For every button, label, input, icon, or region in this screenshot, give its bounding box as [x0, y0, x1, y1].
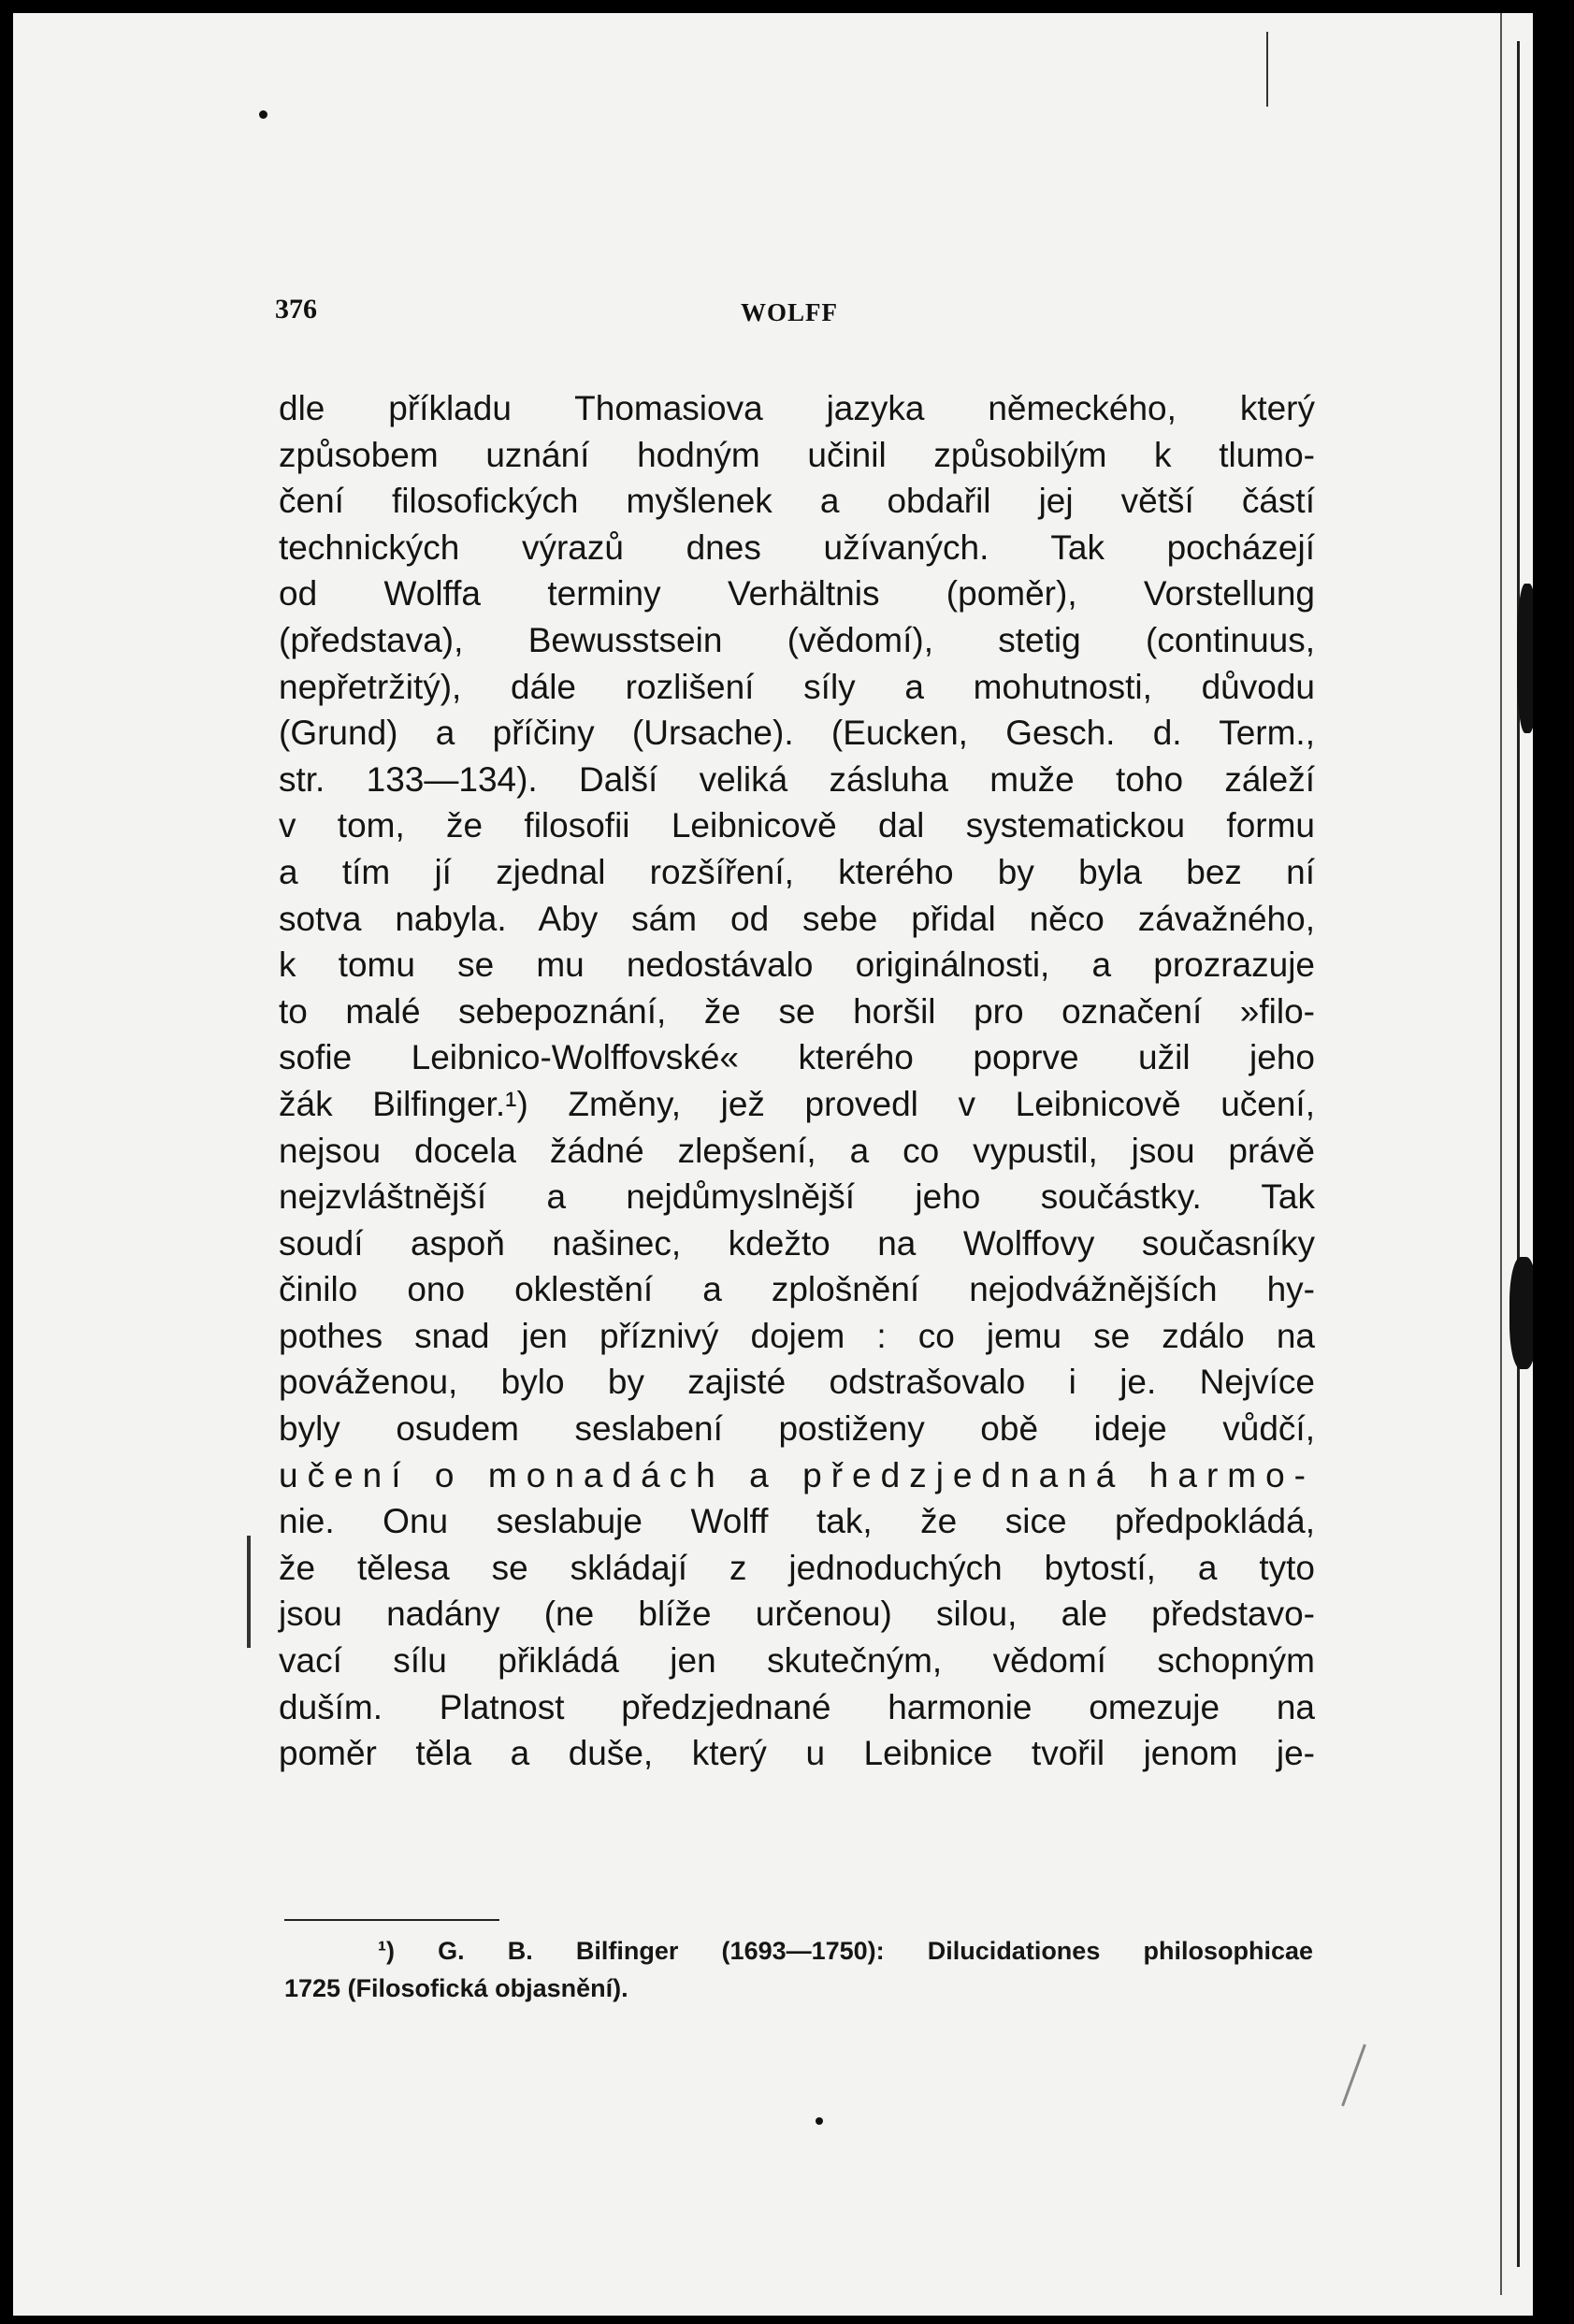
scan-blemish	[1509, 1257, 1533, 1369]
scan-speck	[816, 2117, 823, 2125]
text-line: nepřetržitý), dále rozlišení síly a mohutnosti, důvodu	[279, 667, 1315, 706]
text-line: činilo ono oklestění a zplošnění nejodvážnějších hy-	[279, 1270, 1315, 1309]
margin-pencil-mark	[1341, 2044, 1366, 2107]
scan-edge-line	[1517, 41, 1520, 2267]
text-line: technických výrazů dnes užívaných. Tak pocházejí	[279, 527, 1315, 567]
text-line: způsobem uznání hodným učinil způsobilým k tlumo-	[279, 435, 1315, 474]
text-line: že tělesa se skládají z jednoduchých bytostí, a tyto	[279, 1548, 1315, 1587]
text-line: byly osudem seslabení postiženy obě ideje vůdčí,	[279, 1409, 1315, 1449]
text-line: vací sílu přikládá jen skutečným, vědomí schopným	[279, 1641, 1315, 1681]
text-line-spaced: učení o monadách a předzjednaná harmo-	[279, 1455, 1315, 1494]
text-line: str. 133—134). Další veliká zásluha muže toho záleží	[279, 759, 1315, 799]
text-line: sotva nabyla. Aby sám od sebe přidal něco závažného,	[279, 899, 1315, 938]
text-line: žák Bilfinger.¹) Změny, jež provedl v Leibnicově učení,	[279, 1084, 1315, 1123]
text-line: nejzvláštnější a nejdůmyslnější jeho součástky. Tak	[279, 1177, 1315, 1217]
scan-speck	[259, 110, 267, 119]
text-line: dle příkladu Thomasiova jazyka německého, který	[279, 389, 1315, 427]
text-line: a tím jí zjednal rozšíření, kterého by byla bez ní	[279, 852, 1315, 891]
text-line: čení filosofických myšlenek a obdařil jej větší částí	[279, 482, 1315, 521]
text-line: (Grund) a příčiny (Ursache). (Eucken, Gesch. d. Term.,	[279, 714, 1315, 753]
text-line: k tomu se mu nedostávalo originálnosti, a prozrazuje	[279, 945, 1315, 985]
scan-blemish	[1517, 584, 1533, 733]
text-line: sofie Leibnico-Wolffovské« kterého poprve užil jeho	[279, 1038, 1315, 1077]
footnote-line: 1725 (Filosofická objasnění).	[284, 1974, 628, 2002]
margin-pencil-mark	[247, 1536, 251, 1648]
body-text	[279, 385, 1315, 1777]
text-line: pothes snad jen příznivý dojem : co jemu se zdálo na	[279, 1316, 1315, 1355]
footnote	[284, 1932, 1313, 2007]
text-line: v tom, že filosofii Leibnicově dal systematickou formu	[279, 806, 1315, 845]
running-head	[275, 294, 1322, 340]
text-line: duším. Platnost předzjednané harmonie omezuje na	[279, 1687, 1315, 1726]
footnote-rule	[284, 1919, 499, 1921]
page-number: 376	[275, 294, 317, 325]
text-line: poměr těla a duše, který u Leibnice tvořil jenom je-	[279, 1734, 1315, 1773]
header-title: WOLFF	[741, 298, 838, 326]
scanned-page	[13, 13, 1533, 2316]
text-line: soudí aspoň našinec, kdežto na Wolffovy současníky	[279, 1223, 1315, 1263]
text-line: to malé sebepoznání, že se horšil pro označení »filo-	[279, 991, 1315, 1031]
text-line: jsou nadány (ne blíže určenou) silou, ale představo-	[279, 1595, 1315, 1634]
scan-edge-line	[1266, 32, 1268, 107]
scan-edge-line	[1500, 13, 1502, 2295]
text-line: od Wolffa terminy Verhältnis (poměr), Vorstellung	[279, 574, 1315, 613]
text-line: (představa), Bewusstsein (vědomí), stetig (continuus,	[279, 620, 1315, 659]
text-line: pováženou, bylo by zajisté odstrašovalo i je. Nejvíce	[279, 1363, 1315, 1402]
footnote-line: ¹) G. B. Bilfinger (1693—1750): Dilucidationes philosophicae	[378, 1937, 1313, 1965]
text-line: nejsou docela žádné zlepšení, a co vypustil, jsou právě	[279, 1131, 1315, 1170]
text-line: nie. Onu seslabuje Wolff tak, že sice předpokládá,	[279, 1502, 1315, 1541]
